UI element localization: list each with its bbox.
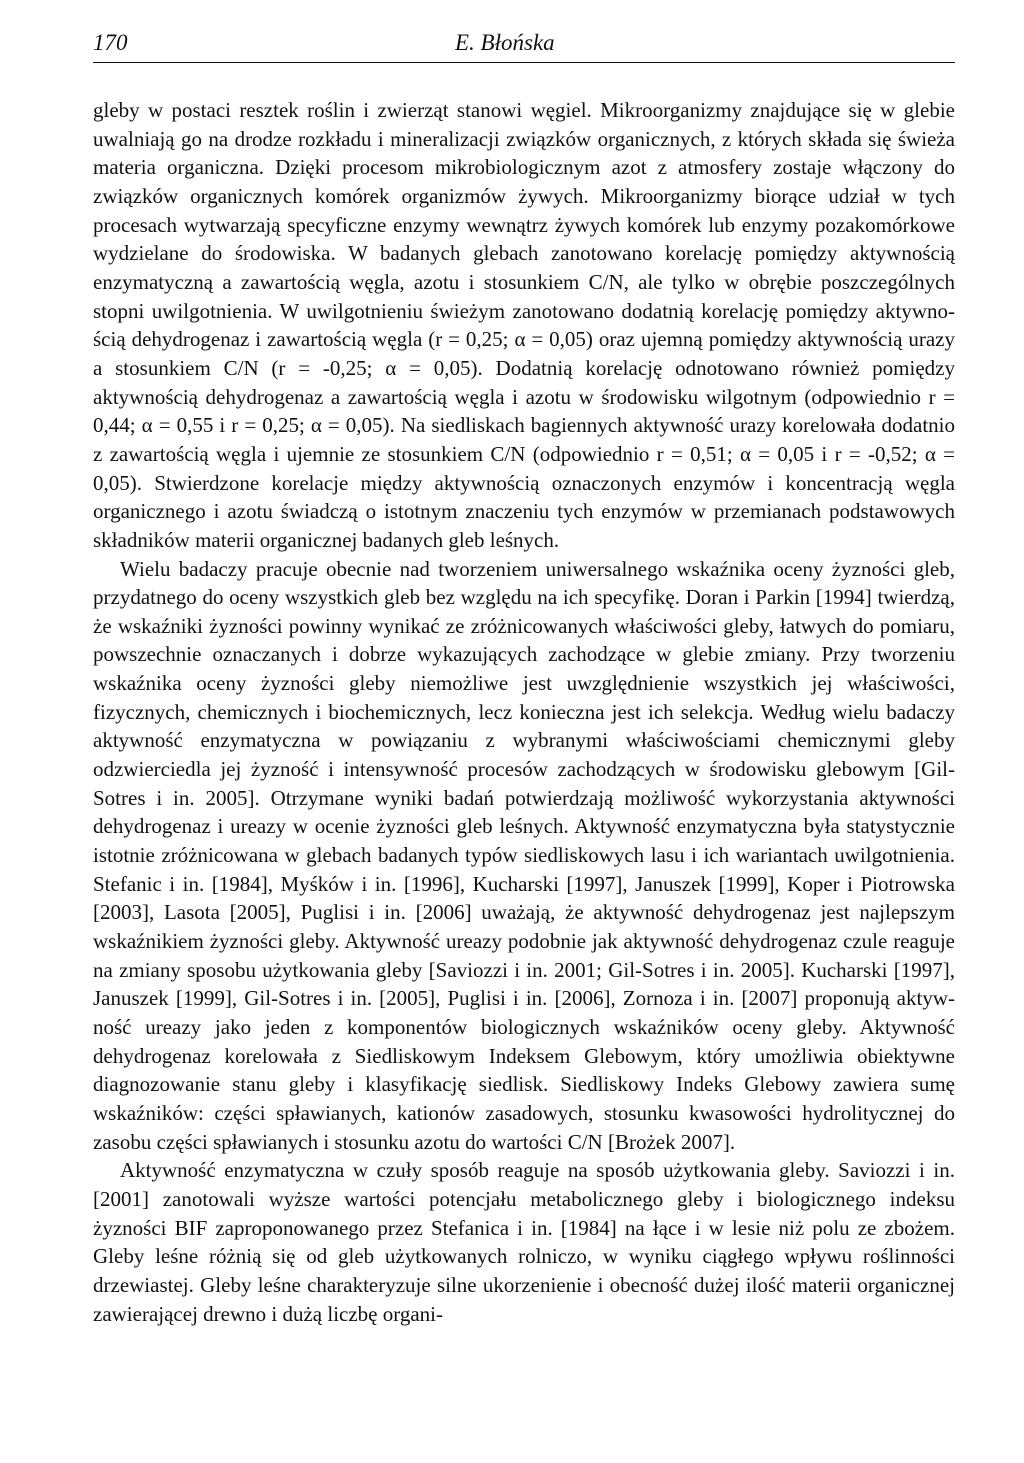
paragraph-3: Aktywność enzymatyczna w czuły sposób reaguje na sposób użytkowania gleby. Saviozzi i in. [2001] zanotowali wyższe wartości potencjału metabolicznego gleby i biologicznego indeksu żyzności BIF zaproponowanego przez Stefanica i in. [1984] na łące i w lesie niż polu ze zbożem. Gleby leśne różnią się od gleb użytkowanych rolniczo, w wyniku ciągłego wpływu roślinności drzewiastej. Gleby leśne charakteryzuje silne ukorzenienie i obecność dużej ilość materii organicznej zawierającej drewno i dużą liczbę organi- — [93, 1158, 955, 1326]
running-header — [93, 28, 955, 63]
page-number: 170 — [93, 30, 128, 55]
document-page — [93, 0, 955, 1463]
author-name: E. Błońska — [455, 30, 555, 55]
paragraph-2: Wielu badaczy pracuje obecnie nad tworzeniem uniwersalnego wskaźnika oceny żyzności gleb, przydatnego do oceny wszystkich gleb bez względu na ich specyfikę. Doran i Parkin [1994] twierdzą, że wskaźniki żyzności powinny wynikać ze zróżnicowanych właściwości gleby, łatwych do pomiaru, powszechnie oznaczanych i dobrze wykazujących zachodzące w glebie zmiany. Przy tworzeniu wskaźnika oceny żyzności gleby niemożliwe jest uwzględnienie wszystkich jej właściwości, fizycznych, chemicznych i biochemicznych, lecz konieczna jest ich selekcja. Według wielu badaczy aktywność enzymatyczna w powiązaniu z wybranymi właściwościami chemicznymi gleby odzwierciedla jej żyzność i intensywność procesów zachodzących w środowisku glebowym [Gil-Sotres i in. 2005]. Otrzymane wyniki badań potwierdzają możliwość wykorzystania aktywności dehydrogenaz i ureazy w ocenie żyzności gleb leśnych. Aktywność enzymatyczna była statystycznie istotnie zróżnicowana w glebach badanych typów siedliskowych lasu i ich wariantach uwilgotnienia. Stefanic i in. [1984], Myśków i in. [1996], Kucharski [1997], Januszek [1999], Koper i Piotrowska [2003], Lasota [2005], Puglisi i in. [2006] uważają, że aktywność dehydrogenaz jest najlepszym wskaźnikiem żyzności gleby. Aktywność ureazy podobnie jak aktywność dehydrogenaz czule reaguje na zmiany sposobu użytkowania gleby [Saviozzi i in. 2001; Gil-Sotres i in. 2005]. Kucharski [1997], Januszek [1999], Gil-Sotres i in. [2005], Puglisi i in. [2006], Zornoza i in. [2007] proponują aktywność ureazy jako jeden z komponentów biologicznych wskaźników oceny gleby. Aktywność dehydrogenaz korelowała z Siedliskowym Indeksem Glebowym, który umożliwia obiektywne diagnozowanie stanu gleby i klasyfikację siedlisk. Siedliskowy Indeks Glebowy zawiera sumę wskaźników: części spławianych, kationów zasadowych, stosunku kwasowości hydrolitycznej do zasobu części spławianych i stosunku azotu do wartości C/N [Brożek 2007]. — [93, 556, 955, 1154]
body-text — [93, 96, 955, 1328]
paragraph-1: gleby w postaci resztek roślin i zwierząt stanowi węgiel. Mikroorganizmy znajdujące się w glebie uwalniają go na drodze rozkładu i mineralizacji związków organicznych, z których składa się świeża materia organiczna. Dzięki procesom mikrobiologicznym azot z atmosfery zostaje włączony do związków organicznych komórek organizmów żywych. Mikroorganizmy biorące udział w tych procesach wytwarzają specyficzne enzymy wewnątrz żywych komórek lub enzymy pozakomórkowe wydzielane do środowiska. W badanych glebach zanotowano korelację pomiędzy aktywnością enzymatyczną a zawartością węgla, azotu i stosunkiem C/N, ale tylko w obrębie poszczególnych stopni uwilgotnienia. W uwilgotnieniu świeżym zanotowano dodatnią korelację pomiędzy aktywnością dehydrogenaz i zawartością węgla (r = 0,25; α = 0,05) oraz ujemną pomiędzy aktywnością urazy a stosunkiem C/N (r = -0,25; α = 0,05). Dodatnią korelację odnotowano również pomiędzy aktywnością dehydrogenaz a zawartością węgla i azotu w środowisku wilgotnym (odpowiednio r = 0,44; α = 0,55 i r = 0,25; α = 0,05). Na siedliskach bagiennych aktywność urazy korelowała dodatnio z zawartością węgla i ujemnie ze stosunkiem C/N (odpowiednio r = 0,51; α = 0,05 i r = -0,52; α = 0,05). Stwierdzone korelacje między aktywnością oznaczonych enzymów i koncentracją węgla organicznego i azotu świadczą o istotnym znaczeniu tych enzymów w przemianach podstawowych składników materii organicznej badanych gleb leśnych. — [93, 98, 955, 552]
